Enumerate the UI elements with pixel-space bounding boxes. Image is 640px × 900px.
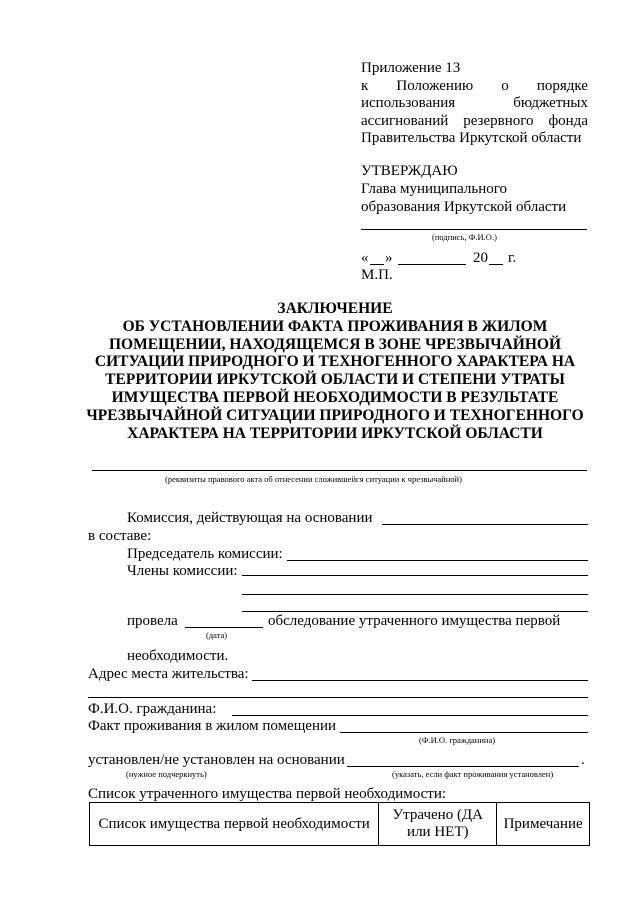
fio-label: Ф.И.О. гражданина:: [88, 701, 217, 717]
residence-fact-line: [340, 732, 588, 733]
appendix-word: Положению: [396, 77, 474, 94]
signature-line: [361, 229, 587, 230]
title-line: ИМУЩЕСТВА ПЕРВОЙ НЕОБХОДИМОСТИ В РЕЗУЛЬТАТЕ: [111, 388, 559, 406]
title-line: ХАРАКТЕРА НА ТЕРРИТОРИИ ИРКУТСКОЙ ОБЛАСТИ: [127, 424, 543, 442]
appendix-word: к: [361, 77, 369, 94]
appendix-word: резервного: [463, 112, 534, 129]
survey-text: обследование утраченного имущества первой: [268, 613, 561, 629]
approval-heading: УТВЕРЖДАЮ: [361, 163, 458, 179]
title-line: СИТУАЦИИ ПРИРОДНОГО И ТЕХНОГЕННОГО ХАРАКТЕРА НА: [94, 353, 576, 371]
address-line-1: [252, 680, 588, 681]
approval-year-line: [489, 264, 503, 265]
established-period: .: [581, 752, 585, 768]
appendix-word: использования: [361, 95, 456, 111]
approval-date-year: 20: [473, 250, 488, 266]
members-line-1: [242, 575, 588, 576]
lost-items-heading: Список утраченного имущества первой необходимости:: [88, 786, 447, 802]
appendix-word: фонда: [548, 112, 588, 129]
approval-position-line-1: Глава муниципального: [361, 181, 508, 197]
table-header-cell: Утрачено (ДА или НЕТ): [379, 803, 497, 846]
residence-fact-label: Факт проживания в жилом помещении: [88, 718, 337, 734]
title-line: ЗАКЛЮЧЕНИЕ: [277, 300, 393, 317]
fio-line: [232, 715, 588, 716]
underline-caption: (нужное подчеркнуть): [126, 769, 207, 779]
appendix-block: [361, 60, 588, 148]
date-caption: (дата): [206, 630, 228, 640]
approval-date-close: »: [385, 250, 393, 266]
appendix-line-1: Приложение 13: [361, 60, 461, 76]
table-header-cell: Примечание: [497, 803, 590, 846]
chairman-line: [287, 560, 588, 561]
conducted-label: провела: [127, 613, 178, 629]
table-header-cell: Список имущества первой необходимости: [90, 803, 379, 846]
appendix-line-3: [361, 95, 588, 113]
commission-basis-label: Комиссия, действующая на основании: [127, 510, 373, 526]
address-line-2: [88, 697, 588, 698]
lost-items-table: [89, 802, 590, 846]
appendix-line-5: Правительства Иркутской области: [361, 130, 582, 146]
address-label: Адрес места жительства:: [88, 666, 249, 682]
established-basis-line: [347, 766, 579, 767]
legal-act-line: [92, 470, 587, 471]
appendix-word: ассигнований: [361, 112, 449, 129]
members-label: Члены комиссии:: [127, 563, 238, 579]
legal-act-caption: (реквизиты правового акта об отнесении сложившейся ситуации к чрезвычайной): [165, 474, 462, 484]
survey-date-line: [185, 627, 263, 628]
necessity-text: необходимости.: [127, 648, 229, 664]
chairman-label: Председатель комиссии:: [127, 546, 283, 562]
established-label: установлен/не установлен на основании: [88, 752, 345, 768]
approval-date-suffix: г.: [508, 250, 517, 266]
specify-caption: (указать, если факт проживания установлен): [392, 769, 554, 779]
title-line: ТЕРРИТОРИИ ИРКУТСКОЙ ОБЛАСТИ И СТЕПЕНИ УТРАТЫ: [105, 371, 565, 389]
in-composition-label: в составе:: [88, 528, 152, 544]
approval-month-line: [398, 264, 466, 265]
title-line: ОБ УСТАНОВЛЕНИИ ФАКТА ПРОЖИВАНИЯ В ЖИЛОМ: [122, 317, 548, 335]
title-line: ПОМЕЩЕНИИ, НАХОДЯЩЕМСЯ В ЗОНЕ ЧРЕЗВЫЧАЙНОЙ: [108, 335, 562, 353]
title-line: ЧРЕЗВЫЧАЙНОЙ СИТУАЦИИ ПРИРОДНОГО И ТЕХНОГЕННОГО: [86, 406, 584, 424]
fio-caption: (Ф.И.О. гражданина): [419, 735, 496, 745]
document-title: [60, 300, 610, 442]
approval-day-line: [370, 264, 384, 265]
appendix-word: о: [501, 77, 509, 94]
appendix-word: бюджетных: [513, 95, 588, 111]
commission-basis-line: [382, 524, 588, 525]
members-line-2: [242, 594, 588, 595]
signature-caption: (подпись, Ф.И.О.): [432, 232, 497, 242]
appendix-word: порядке: [536, 77, 588, 94]
table-header-row: [90, 803, 590, 846]
appendix-line-4: [361, 113, 588, 131]
approval-date-open: «: [361, 250, 369, 266]
stamp-mark: М.П.: [361, 267, 393, 283]
approval-position-line-2: образования Иркутской области: [361, 199, 567, 215]
appendix-line-2: [361, 78, 588, 96]
